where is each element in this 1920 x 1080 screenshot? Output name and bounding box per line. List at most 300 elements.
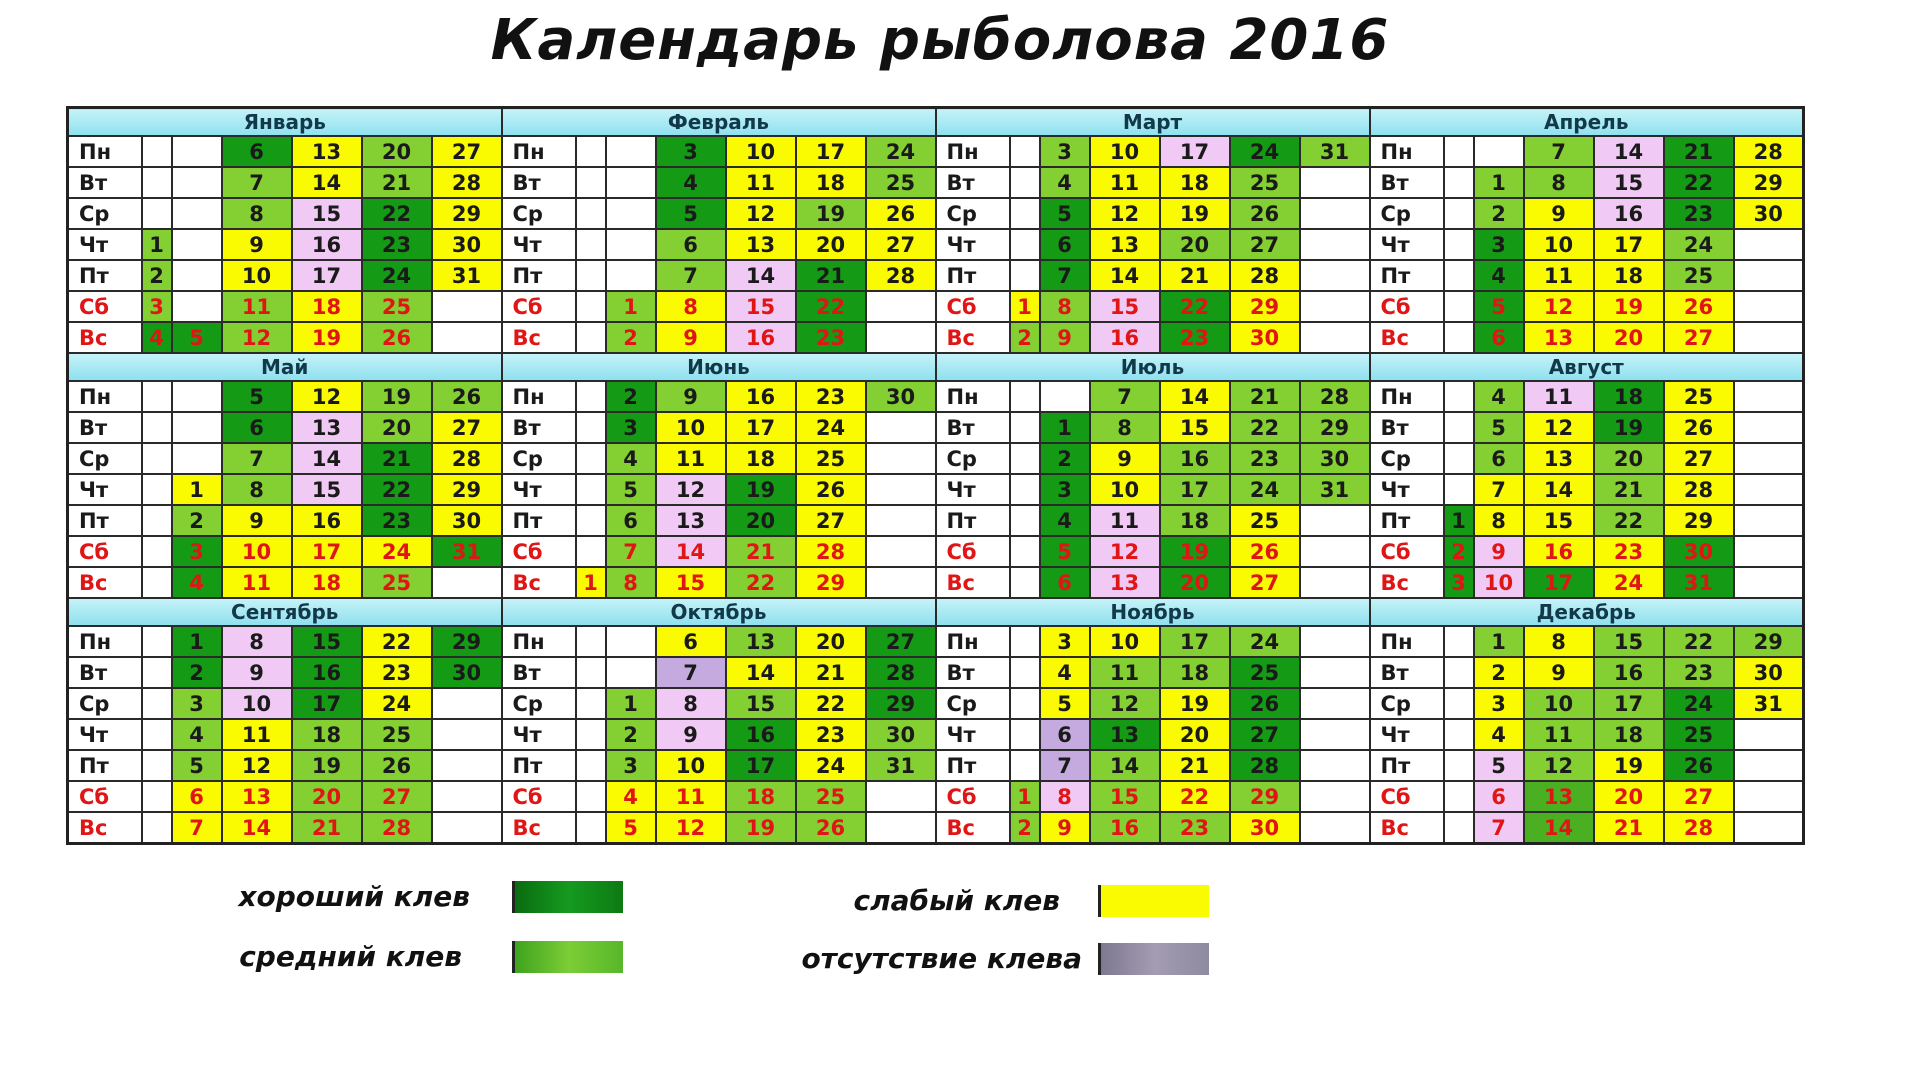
day-cell: 10 — [222, 536, 292, 567]
day-cell: 27 — [362, 781, 432, 812]
empty-cell — [866, 474, 936, 505]
day-cell: 31 — [866, 750, 936, 781]
weekday-label: Пн — [68, 381, 142, 412]
empty-cell — [576, 198, 606, 229]
day-cell: 8 — [222, 474, 292, 505]
empty-cell — [142, 812, 172, 844]
empty-cell — [1734, 443, 1804, 474]
day-cell: 29 — [432, 626, 502, 657]
empty-cell — [1010, 505, 1040, 536]
day-cell: 6 — [172, 781, 222, 812]
weekday-label: Вт — [502, 657, 576, 688]
day-cell: 18 — [1160, 505, 1230, 536]
day-cell: 17 — [292, 688, 362, 719]
week-day-row — [68, 474, 1804, 505]
day-cell: 29 — [1734, 167, 1804, 198]
day-cell: 9 — [222, 229, 292, 260]
legend-item-none — [700, 942, 1209, 975]
day-cell: 17 — [292, 536, 362, 567]
day-cell: 15 — [726, 291, 796, 322]
weekday-label: Пт — [502, 505, 576, 536]
day-cell: 2 — [1010, 812, 1040, 844]
day-cell: 13 — [222, 781, 292, 812]
day-cell: 11 — [222, 719, 292, 750]
day-cell: 23 — [796, 381, 866, 412]
empty-cell — [576, 626, 606, 657]
day-cell: 16 — [292, 229, 362, 260]
day-cell: 7 — [222, 443, 292, 474]
day-cell: 5 — [1040, 688, 1090, 719]
day-cell: 21 — [292, 812, 362, 844]
day-cell: 17 — [796, 136, 866, 167]
day-cell: 1 — [1474, 626, 1524, 657]
day-cell: 22 — [1160, 781, 1230, 812]
day-cell: 29 — [796, 567, 866, 598]
day-cell: 19 — [1160, 536, 1230, 567]
weekday-label: Чт — [1370, 229, 1444, 260]
empty-cell — [142, 474, 172, 505]
day-cell: 27 — [1230, 229, 1300, 260]
empty-cell — [1010, 536, 1040, 567]
day-cell: 24 — [362, 260, 432, 291]
empty-cell — [1300, 567, 1370, 598]
week-day-row — [68, 657, 1804, 688]
day-cell: 17 — [1160, 474, 1230, 505]
day-cell: 6 — [1040, 719, 1090, 750]
day-cell: 6 — [656, 229, 726, 260]
day-cell: 27 — [796, 505, 866, 536]
week-day-row — [68, 260, 1804, 291]
day-cell: 29 — [1300, 412, 1370, 443]
month-name: Апрель — [1370, 108, 1804, 137]
weekday-label: Сб — [936, 536, 1010, 567]
day-cell: 9 — [1474, 536, 1524, 567]
day-cell: 21 — [362, 443, 432, 474]
day-cell: 5 — [1474, 412, 1524, 443]
weekday-label: Пн — [68, 626, 142, 657]
empty-cell — [1734, 505, 1804, 536]
empty-cell — [1010, 657, 1040, 688]
day-cell: 19 — [1594, 412, 1664, 443]
empty-cell — [1300, 505, 1370, 536]
day-cell: 25 — [1664, 260, 1734, 291]
day-cell: 29 — [866, 688, 936, 719]
weekday-label: Пн — [1370, 626, 1444, 657]
empty-cell — [1010, 381, 1040, 412]
day-cell: 24 — [796, 412, 866, 443]
empty-cell — [172, 291, 222, 322]
week-day-row — [68, 567, 1804, 598]
month-name: Сентябрь — [68, 598, 502, 626]
day-cell: 18 — [1594, 381, 1664, 412]
weekday-label: Сб — [936, 291, 1010, 322]
week-day-row — [68, 198, 1804, 229]
day-cell: 6 — [222, 136, 292, 167]
legend-swatch-none — [1098, 943, 1209, 975]
day-cell: 12 — [656, 474, 726, 505]
empty-cell — [1444, 812, 1474, 844]
weekday-label: Сб — [1370, 291, 1444, 322]
empty-cell — [142, 381, 172, 412]
day-cell: 10 — [222, 260, 292, 291]
month-name: Февраль — [502, 108, 936, 137]
empty-cell — [866, 322, 936, 353]
legend-item-good — [200, 880, 623, 913]
empty-cell — [576, 474, 606, 505]
day-cell: 27 — [1664, 781, 1734, 812]
day-cell: 12 — [1090, 688, 1160, 719]
empty-cell — [1444, 381, 1474, 412]
day-cell: 4 — [172, 719, 222, 750]
empty-cell — [576, 167, 606, 198]
day-cell: 20 — [796, 229, 866, 260]
day-cell: 26 — [796, 812, 866, 844]
empty-cell — [1734, 474, 1804, 505]
empty-cell — [1300, 198, 1370, 229]
legend-swatch-medium — [512, 941, 623, 973]
day-cell: 1 — [1040, 412, 1090, 443]
day-cell: 6 — [1474, 443, 1524, 474]
day-cell: 4 — [1474, 260, 1524, 291]
weekday-label: Сб — [68, 781, 142, 812]
day-cell: 2 — [142, 260, 172, 291]
day-cell: 23 — [362, 505, 432, 536]
day-cell: 10 — [1524, 688, 1594, 719]
day-cell: 16 — [1594, 198, 1664, 229]
empty-cell — [576, 322, 606, 353]
day-cell: 25 — [1664, 719, 1734, 750]
day-cell: 4 — [656, 167, 726, 198]
day-cell: 9 — [656, 381, 726, 412]
weekday-label: Вт — [936, 657, 1010, 688]
weekday-label: Ср — [502, 198, 576, 229]
day-cell: 4 — [1040, 505, 1090, 536]
empty-cell — [1300, 719, 1370, 750]
legend-label-medium: средний клев — [239, 940, 462, 973]
day-cell: 30 — [1664, 536, 1734, 567]
weekday-label: Ср — [502, 443, 576, 474]
day-cell: 20 — [362, 136, 432, 167]
empty-cell — [1444, 322, 1474, 353]
week-day-row — [68, 781, 1804, 812]
empty-cell — [1444, 136, 1474, 167]
day-cell: 16 — [726, 719, 796, 750]
legend-swatch-good — [512, 881, 623, 913]
legend-item-weak — [760, 884, 1209, 917]
weekday-label: Чт — [936, 474, 1010, 505]
empty-cell — [1734, 719, 1804, 750]
day-cell: 24 — [1230, 136, 1300, 167]
empty-cell — [172, 229, 222, 260]
empty-cell — [1444, 229, 1474, 260]
day-cell: 7 — [1040, 750, 1090, 781]
month-name: Март — [936, 108, 1370, 137]
day-cell: 26 — [1230, 536, 1300, 567]
day-cell: 5 — [606, 474, 656, 505]
empty-cell — [576, 291, 606, 322]
day-cell: 20 — [796, 626, 866, 657]
day-cell: 11 — [1090, 505, 1160, 536]
weekday-label: Пн — [936, 136, 1010, 167]
day-cell: 31 — [1300, 136, 1370, 167]
weekday-label: Вс — [502, 322, 576, 353]
legend-item-medium — [200, 940, 623, 973]
day-cell: 20 — [726, 505, 796, 536]
day-cell: 24 — [796, 750, 866, 781]
day-cell: 11 — [726, 167, 796, 198]
day-cell: 6 — [1040, 229, 1090, 260]
empty-cell — [866, 536, 936, 567]
day-cell: 8 — [606, 567, 656, 598]
day-cell: 14 — [1160, 381, 1230, 412]
day-cell: 25 — [1230, 167, 1300, 198]
week-day-row — [68, 291, 1804, 322]
day-cell: 28 — [1230, 750, 1300, 781]
day-cell: 19 — [1160, 198, 1230, 229]
day-cell: 20 — [1160, 567, 1230, 598]
weekday-label: Вт — [68, 657, 142, 688]
day-cell: 23 — [362, 229, 432, 260]
day-cell: 25 — [362, 719, 432, 750]
week-day-row — [68, 412, 1804, 443]
day-cell: 13 — [1090, 567, 1160, 598]
day-cell: 28 — [1664, 474, 1734, 505]
day-cell: 6 — [1474, 322, 1524, 353]
empty-cell — [142, 567, 172, 598]
empty-cell — [432, 291, 502, 322]
day-cell: 18 — [796, 167, 866, 198]
empty-cell — [576, 719, 606, 750]
day-cell: 22 — [362, 474, 432, 505]
legend-label-weak: слабый клев — [853, 884, 1060, 917]
day-cell: 23 — [1664, 657, 1734, 688]
day-cell: 22 — [1594, 505, 1664, 536]
day-cell: 2 — [1010, 322, 1040, 353]
day-cell: 14 — [1090, 750, 1160, 781]
day-cell: 13 — [656, 505, 726, 536]
day-cell: 7 — [606, 536, 656, 567]
empty-cell — [1300, 750, 1370, 781]
weekday-label: Пн — [936, 626, 1010, 657]
day-cell: 15 — [656, 567, 726, 598]
empty-cell — [576, 536, 606, 567]
empty-cell — [1734, 750, 1804, 781]
day-cell: 15 — [292, 474, 362, 505]
empty-cell — [1444, 626, 1474, 657]
day-cell: 3 — [1040, 626, 1090, 657]
month-header-row — [68, 353, 1804, 381]
empty-cell — [606, 198, 656, 229]
day-cell: 1 — [1444, 505, 1474, 536]
day-cell: 11 — [1090, 167, 1160, 198]
day-cell: 16 — [1090, 322, 1160, 353]
empty-cell — [1444, 198, 1474, 229]
week-day-row — [68, 381, 1804, 412]
day-cell: 21 — [1160, 750, 1230, 781]
empty-cell — [866, 291, 936, 322]
empty-cell — [606, 626, 656, 657]
day-cell: 26 — [362, 322, 432, 353]
empty-cell — [1734, 322, 1804, 353]
day-cell: 22 — [362, 626, 432, 657]
weekday-label: Вс — [1370, 322, 1444, 353]
day-cell: 24 — [866, 136, 936, 167]
day-cell: 2 — [1474, 198, 1524, 229]
day-cell: 18 — [1160, 167, 1230, 198]
day-cell: 18 — [1594, 719, 1664, 750]
empty-cell — [142, 136, 172, 167]
day-cell: 5 — [172, 750, 222, 781]
week-day-row — [68, 626, 1804, 657]
empty-cell — [142, 688, 172, 719]
day-cell: 21 — [726, 536, 796, 567]
month-name: Ноябрь — [936, 598, 1370, 626]
day-cell: 8 — [222, 198, 292, 229]
empty-cell — [576, 136, 606, 167]
weekday-label: Пт — [68, 750, 142, 781]
week-day-row — [68, 229, 1804, 260]
day-cell: 19 — [292, 750, 362, 781]
empty-cell — [1010, 136, 1040, 167]
weekday-label: Пт — [1370, 750, 1444, 781]
day-cell: 30 — [866, 381, 936, 412]
day-cell: 4 — [606, 443, 656, 474]
day-cell: 29 — [432, 474, 502, 505]
weekday-label: Вт — [502, 412, 576, 443]
day-cell: 5 — [656, 198, 726, 229]
empty-cell — [1444, 719, 1474, 750]
day-cell: 31 — [1664, 567, 1734, 598]
empty-cell — [1444, 167, 1474, 198]
week-day-row — [68, 812, 1804, 844]
weekday-label: Чт — [68, 474, 142, 505]
weekday-label: Ср — [1370, 198, 1444, 229]
day-cell: 30 — [1230, 322, 1300, 353]
legend-label-good: хороший клев — [238, 880, 470, 913]
day-cell: 7 — [172, 812, 222, 844]
day-cell: 22 — [362, 198, 432, 229]
day-cell: 22 — [1160, 291, 1230, 322]
weekday-label: Ср — [936, 198, 1010, 229]
day-cell: 4 — [1474, 719, 1524, 750]
day-cell: 11 — [1090, 657, 1160, 688]
day-cell: 7 — [656, 260, 726, 291]
day-cell: 23 — [1160, 812, 1230, 844]
month-name: Октябрь — [502, 598, 936, 626]
empty-cell — [1734, 567, 1804, 598]
empty-cell — [1474, 136, 1524, 167]
day-cell: 7 — [656, 657, 726, 688]
empty-cell — [866, 812, 936, 844]
day-cell: 28 — [866, 657, 936, 688]
day-cell: 18 — [726, 443, 796, 474]
day-cell: 21 — [1594, 812, 1664, 844]
day-cell: 25 — [1664, 381, 1734, 412]
day-cell: 5 — [222, 381, 292, 412]
day-cell: 9 — [1040, 812, 1090, 844]
empty-cell — [606, 136, 656, 167]
day-cell: 25 — [1230, 505, 1300, 536]
day-cell: 21 — [1664, 136, 1734, 167]
fishing-calendar-grid — [66, 106, 1805, 845]
week-day-row — [68, 719, 1804, 750]
day-cell: 2 — [1444, 536, 1474, 567]
empty-cell — [576, 781, 606, 812]
day-cell: 15 — [1090, 781, 1160, 812]
day-cell: 12 — [726, 198, 796, 229]
empty-cell — [172, 260, 222, 291]
weekday-label: Сб — [68, 291, 142, 322]
day-cell: 17 — [726, 412, 796, 443]
day-cell: 8 — [1040, 291, 1090, 322]
empty-cell — [432, 719, 502, 750]
day-cell: 17 — [1594, 688, 1664, 719]
weekday-label: Вт — [68, 167, 142, 198]
day-cell: 12 — [222, 750, 292, 781]
day-cell: 1 — [1010, 781, 1040, 812]
legend-label-none: отсутствие клева — [801, 942, 1082, 975]
weekday-label: Вс — [502, 567, 576, 598]
day-cell: 2 — [172, 657, 222, 688]
day-cell: 5 — [1474, 750, 1524, 781]
empty-cell — [1300, 260, 1370, 291]
day-cell: 7 — [222, 167, 292, 198]
day-cell: 15 — [1160, 412, 1230, 443]
empty-cell — [1010, 750, 1040, 781]
day-cell: 22 — [1230, 412, 1300, 443]
empty-cell — [866, 567, 936, 598]
empty-cell — [1734, 536, 1804, 567]
weekday-label: Пн — [68, 136, 142, 167]
day-cell: 5 — [1040, 536, 1090, 567]
weekday-label: Чт — [502, 719, 576, 750]
day-cell: 4 — [1040, 167, 1090, 198]
day-cell: 14 — [1524, 474, 1594, 505]
empty-cell — [576, 443, 606, 474]
empty-cell — [172, 198, 222, 229]
day-cell: 3 — [1474, 229, 1524, 260]
day-cell: 16 — [1594, 657, 1664, 688]
day-cell: 20 — [1594, 781, 1664, 812]
empty-cell — [142, 198, 172, 229]
day-cell: 27 — [1664, 443, 1734, 474]
empty-cell — [576, 505, 606, 536]
empty-cell — [1010, 474, 1040, 505]
day-cell: 9 — [222, 657, 292, 688]
day-cell: 23 — [1230, 443, 1300, 474]
day-cell: 29 — [432, 198, 502, 229]
month-name: Январь — [68, 108, 502, 137]
weekday-label: Чт — [68, 229, 142, 260]
day-cell: 15 — [292, 198, 362, 229]
day-cell: 28 — [1230, 260, 1300, 291]
day-cell: 18 — [292, 291, 362, 322]
day-cell: 26 — [1230, 198, 1300, 229]
empty-cell — [1734, 781, 1804, 812]
day-cell: 26 — [1664, 750, 1734, 781]
day-cell: 8 — [656, 291, 726, 322]
day-cell: 28 — [432, 167, 502, 198]
weekday-label: Пт — [1370, 260, 1444, 291]
empty-cell — [1010, 229, 1040, 260]
day-cell: 9 — [656, 719, 726, 750]
day-cell: 6 — [1474, 781, 1524, 812]
weekday-label: Пн — [502, 136, 576, 167]
day-cell: 30 — [866, 719, 936, 750]
day-cell: 25 — [362, 291, 432, 322]
day-cell: 23 — [1594, 536, 1664, 567]
day-cell: 1 — [606, 291, 656, 322]
